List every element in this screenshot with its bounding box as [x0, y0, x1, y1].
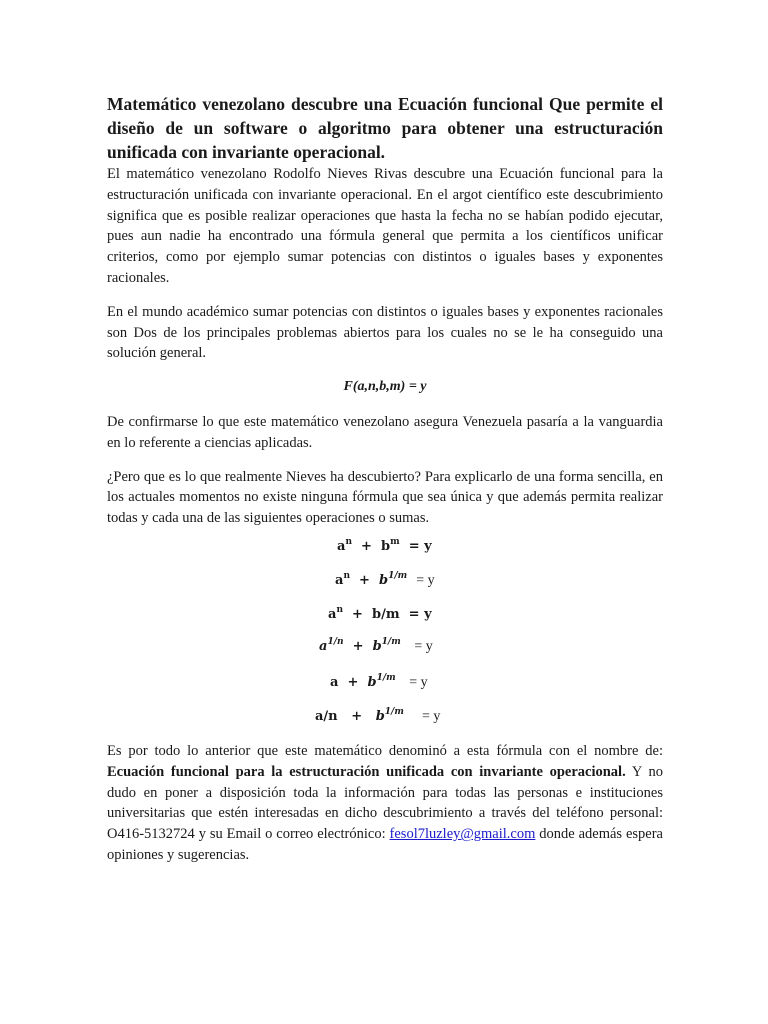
paragraph-intro: El matemático venezolano Rodolfo Nieves Rivas descubre una Ecuación funcional para la estructuración unificada con invariante operacional. En el argot científico este descubrimiento significa que es posible realizar operaciones que hasta la fecha no se habían podido ejecutar, pues aun nadie ha encontrado una fórmula general que permita a los científicos unificar criterios, como por ejemplo sumar potencias con distintos o iguales bases y exponentes racionales.	[107, 166, 663, 286]
equation-1: $a^n + b^m = y$	[337, 536, 432, 554]
equation-4: $a^{1/n} + b^{1/m}$ = y	[319, 636, 433, 654]
document-page	[107, 92, 663, 879]
paragraph-question: ¿Pero que es lo que realmente Nieves ha descubierto? Para explicarlo de una forma sencilla, en los actuales momentos no existe ninguna fórmula que sea única y que además permita realizar todas y cada una de las siguientes operaciones o sumas.	[107, 468, 663, 527]
equation-name-bold: Ecuación funcional para la estructuración unificada con invariante operacional.	[107, 763, 626, 780]
paragraph-confirm: De confirmarse lo que este matemático venezolano asegura Venezuela pasaría a la vanguardia en lo referente a ciencias aplicadas.	[107, 413, 663, 451]
equation-5: $a + b^{1/m}$ = y	[330, 672, 428, 690]
conclusion-text-mid: Y no dudo en poner a disposición toda la información para todas las personas e instituciones universitarias que estén interesadas en dicho descubrimiento a través del teléfono personal: O416-5132724 y su Email o correo electrónico:	[107, 763, 663, 843]
main-formula: F(a,n,b,m) = y	[343, 379, 427, 395]
equation-2: $a^n + b^{1/m} = y$	[335, 570, 435, 588]
equation-3: $a^n + b/m = y$	[328, 604, 432, 622]
document-title: Matemático venezolano descubre una Ecuación funcional Que permite el diseño de un software o algoritmo para obtener una estructuración unificada con invariante operacional.	[107, 94, 663, 162]
email-link[interactable]: fesol7luzley@gmail.com	[389, 826, 536, 843]
equation-6: a/n + $b^{1/m}$ = y	[315, 706, 441, 724]
conclusion-text-end: donde además espera opiniones y sugerencias.	[107, 826, 663, 863]
conclusion-text-start: Es por todo lo anterior que este matemático denominó a esta fórmula con el nombre de:	[107, 742, 663, 759]
paragraph-conclusion	[107, 741, 663, 866]
paragraph-academic: En el mundo académico sumar potencias con distintos o iguales bases y exponentes racionales son Dos de los principales problemas abiertos para los cuales no se le ha conseguido una solución general.	[107, 303, 663, 362]
equation-list	[107, 537, 663, 737]
